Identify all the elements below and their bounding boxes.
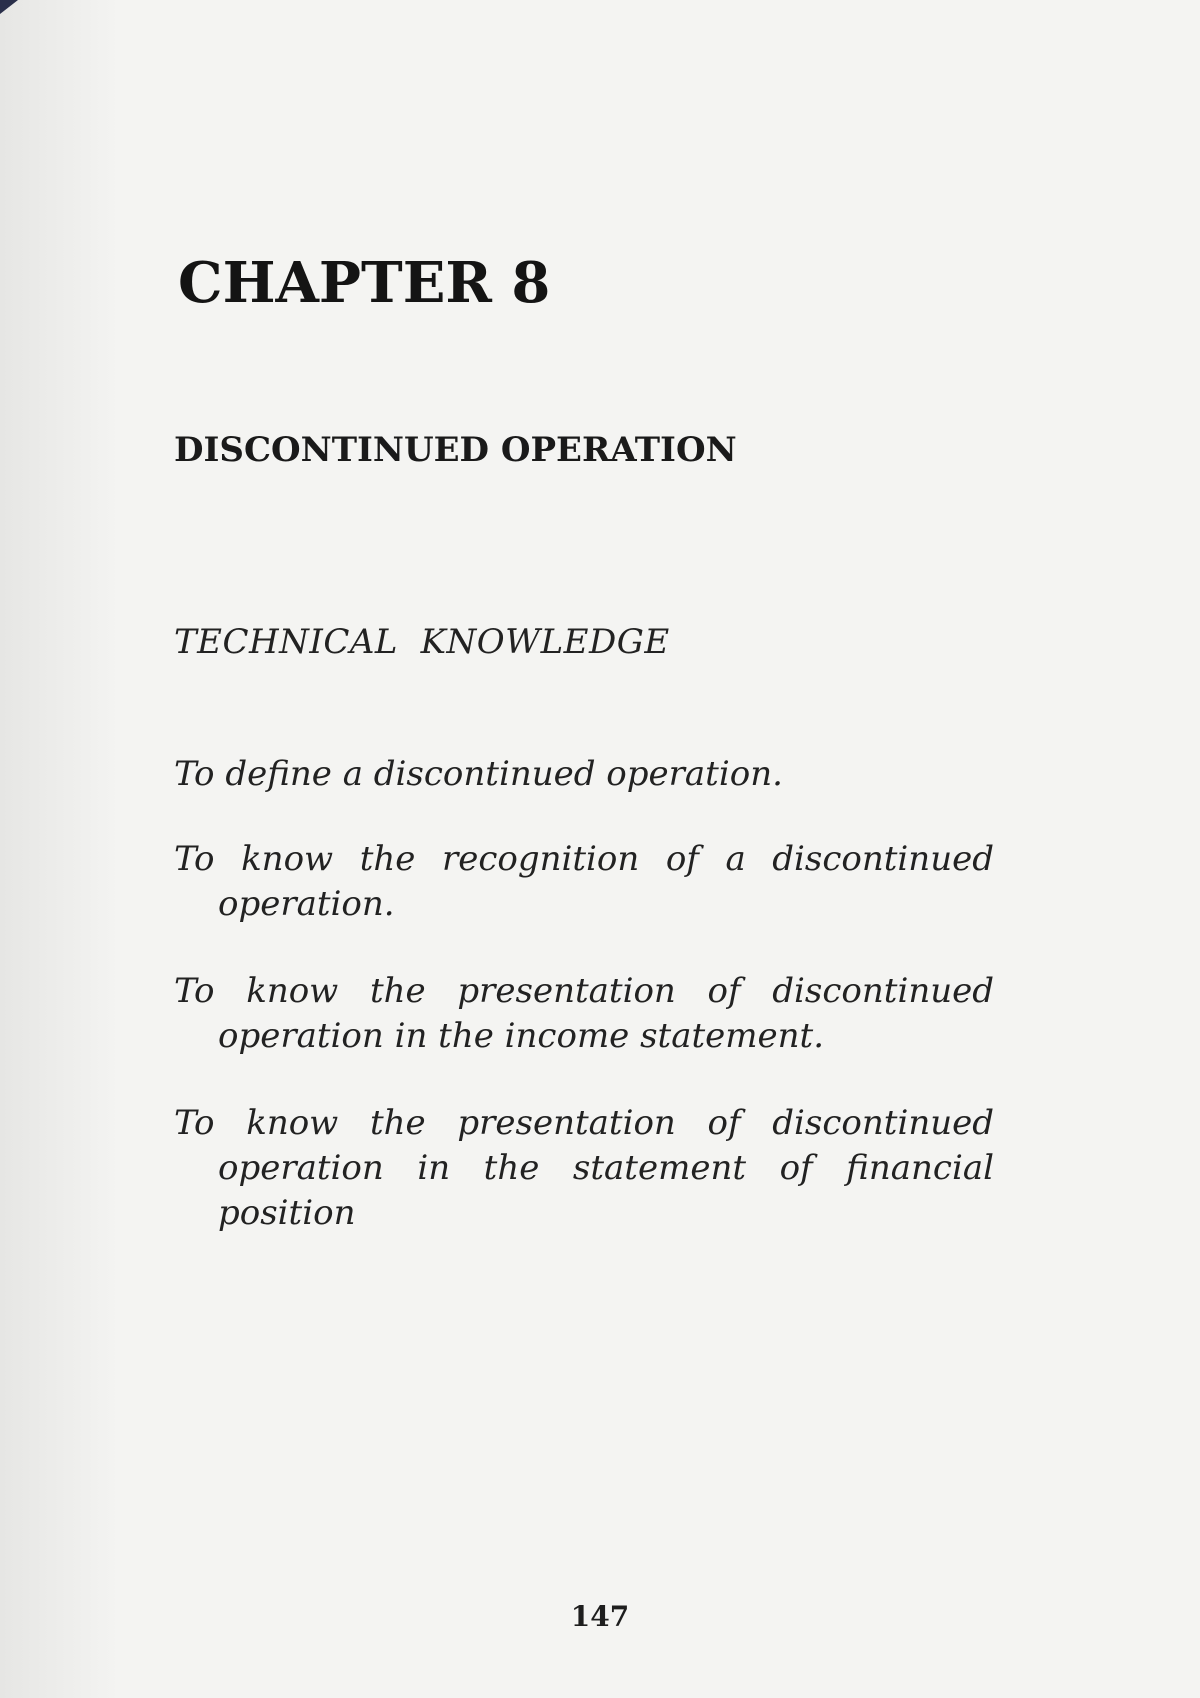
corner-mark	[0, 0, 18, 14]
objectives-list	[174, 752, 994, 1278]
subsection-title: TECHNICAL KNOWLEDGE	[174, 622, 670, 662]
objective-item: To know the presentation of discontinued operation in the income statement.	[174, 971, 994, 1056]
page-number: 147	[570, 1600, 630, 1633]
objective-item: To know the recognition of a discontinued operation.	[174, 839, 994, 924]
objective-item: To define a discontinued operation.	[174, 754, 783, 794]
objective-item: To know the presentation of discontinued operation in the statement of financial position	[174, 1103, 994, 1233]
section-title: DISCONTINUED OPERATION	[174, 430, 737, 470]
page-edge-shadow	[0, 0, 120, 1698]
chapter-title: CHAPTER 8	[178, 250, 551, 316]
